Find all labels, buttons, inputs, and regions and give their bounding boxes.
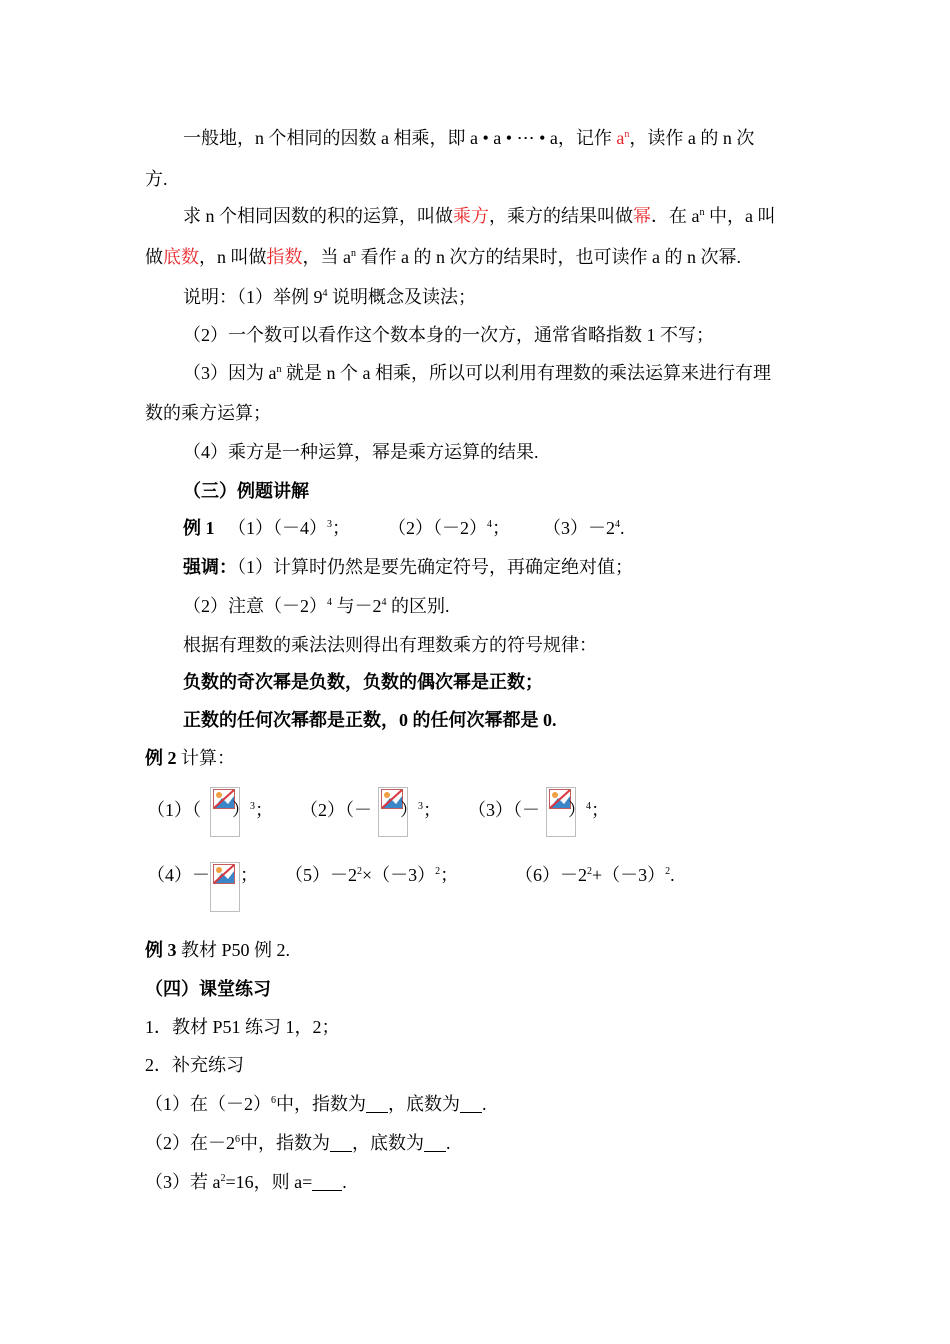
answer-blank[interactable] — [312, 1172, 342, 1191]
ex2-item-2-close: ）$^3$； — [400, 800, 441, 820]
text: ．在 a — [651, 206, 700, 226]
term-mi: 幂 — [633, 206, 651, 226]
answer-blank[interactable] — [366, 1094, 388, 1113]
ex2-item-6: $(6)-2^2+(-3)^2$. — [515, 865, 675, 885]
answer-blank[interactable] — [330, 1133, 352, 1152]
ex2-item-2-open: （2）（－ — [300, 800, 372, 820]
example-label: 例 2 — [145, 748, 177, 768]
note-1: 说明：（1）举例 $9^4$ 说明概念及读法； — [183, 287, 476, 307]
superscript: n — [351, 248, 356, 259]
practice-1: 1．教材 P51 练习 1，2； — [145, 1017, 340, 1037]
section-heading-practice: （四）课堂练习 — [145, 979, 271, 999]
text: ，当 a — [302, 247, 351, 267]
example-1-item-1: $(1)(-4)^3$； — [228, 518, 350, 538]
term-zhishu: 指数 — [266, 247, 303, 267]
emphasis-2: （2）注意$(-2)^4$ 与$-2^4$ 的区别. — [183, 596, 450, 616]
concept-line-2 — [145, 245, 741, 269]
superscript: n — [699, 207, 705, 218]
note-2: （2）一个数可以看作这个数本身的一次方，通常省略指数 1 不写； — [183, 325, 714, 345]
ex2-item-5: $(5)-2^2\times(-3)^2$； — [285, 865, 459, 885]
practice-q3: （3）若 $a^2=16$，则 a= . — [145, 1172, 347, 1192]
example-2-heading: 例 2 计算： — [145, 748, 235, 768]
example-1-item-3: $(3)-2^4$. — [543, 518, 625, 538]
emphasis-label: 强调： — [183, 557, 237, 577]
answer-blank[interactable] — [460, 1094, 482, 1113]
term-chengfang: 乘方 — [453, 206, 489, 226]
definition-line-1 — [183, 126, 754, 150]
practice-q2: （2）在$-2^6$中，指数为 ，底数为 . — [145, 1133, 451, 1153]
definition-line-2 — [145, 167, 168, 191]
text: 做 — [145, 247, 163, 267]
ex2-item-1-close: ）$^3$； — [232, 800, 273, 820]
text: 一般地，n 个相同的因数 a 相乘，即 a • a • ⋯ • a，记作 — [183, 128, 617, 148]
section-heading-examples: （三）例题讲解 — [183, 481, 309, 501]
practice-q1: （1）在$(-2)^6$中，指数为 ，底数为 . — [145, 1094, 487, 1114]
text: 求 n 个相同因数的积的运算，叫做 — [183, 206, 453, 226]
emphasis-1: 强调：（1）计算时仍然是要先确定符号，再确定绝对值； — [183, 557, 633, 577]
ex2-item-1-open: （1）（ — [147, 800, 201, 820]
text: 中，a 叫 — [704, 206, 776, 226]
power-notation: $a^n$ — [616, 128, 630, 148]
text: ，乘方的结果叫做 — [489, 206, 633, 226]
text: 方. — [145, 169, 168, 189]
ex2-item-4-open: （4）－ — [147, 865, 210, 885]
example-label: 例 3 — [145, 940, 177, 960]
fraction-image-placeholder — [210, 862, 240, 912]
rule-2: 正数的任何次幂都是正数，0 的任何次幂都是 0. — [183, 710, 557, 730]
note-4: （4）乘方是一种运算，幂是乘方运算的结果. — [183, 442, 539, 462]
practice-2: 2．补充练习 — [145, 1055, 244, 1075]
image-placeholder-icon — [213, 864, 235, 884]
rule-1: 负数的奇次幂是负数，负数的偶次幂是正数； — [183, 672, 543, 692]
ex2-item-3-close: ）$^4$； — [568, 800, 609, 820]
ex2-item-4-close: ； — [240, 865, 258, 885]
ex2-item-3-open: （3）（－ — [468, 800, 540, 820]
note-3: （3）因为 $a^n$ 就是 n 个 a 相乘，所以可以利用有理数的乘法运算来进行有理 — [183, 363, 771, 383]
example-3: 例 3 教材 P50 例 2. — [145, 940, 291, 960]
term-dishu: 底数 — [163, 247, 199, 267]
example-label: 例 1 — [183, 518, 215, 538]
text: ，读作 a 的 n 次 — [629, 128, 755, 148]
text: ，n 叫做 — [199, 247, 267, 267]
rule-intro: 根据有理数的乘法法则得出有理数乘方的符号规律： — [183, 635, 597, 655]
note-3-cont: 数的乘方运算； — [145, 403, 271, 423]
text: 看作 a 的 n 次方的结果时，也可读作 a 的 n 次幂. — [356, 247, 741, 267]
concept-line-1 — [183, 204, 776, 228]
example-1 — [183, 516, 215, 540]
answer-blank[interactable] — [424, 1133, 446, 1152]
example-1-item-2: $(2)(-2)^4$； — [388, 518, 510, 538]
